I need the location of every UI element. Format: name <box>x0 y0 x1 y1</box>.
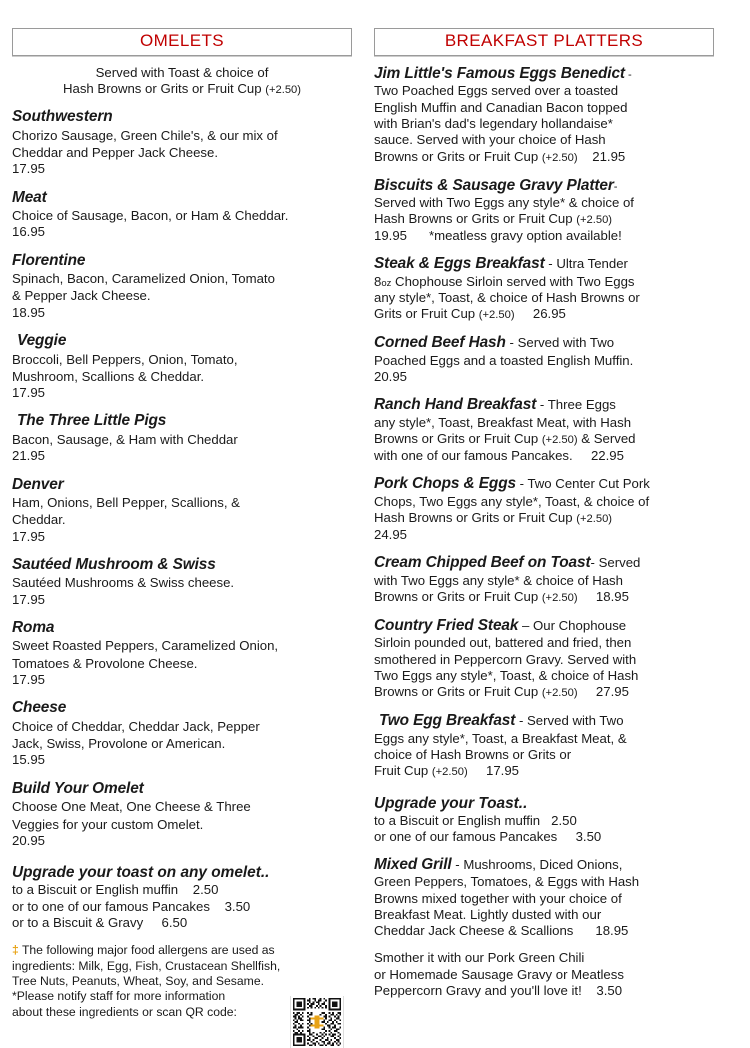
item-desc-line: Chophouse Sirloin served with Two Eggs <box>391 273 635 289</box>
served-note-upcharge: (+2.50) <box>265 84 302 97</box>
item-desc-line: Browns or Grits or Fruit Cup <box>374 148 542 164</box>
allergen-notice <box>12 943 352 1020</box>
allergen-line: Tree Nuts, Peanuts, Wheat, Soy, and Sesame. <box>12 973 264 988</box>
menu-item <box>374 856 714 940</box>
menu-item <box>374 475 714 543</box>
item-price: 15.95 <box>12 752 46 768</box>
item-name: Cream Chipped Beef on Toast <box>374 554 591 572</box>
item-desc-line: Browns or Grits or Fruit Cup <box>374 588 542 604</box>
upgrade-title: Upgrade your toast on any omelet.. <box>12 864 270 882</box>
upgrade-option: or to a Biscuit & Gravy 6.50 <box>12 914 188 930</box>
item-desc-line: Chops, Two Eggs any style*, Toast, & choice of <box>374 493 650 509</box>
item-name: Biscuits & Sausage Gravy Platter <box>374 176 614 194</box>
item-desc-line: Spinach, Bacon, Caramelized Onion, Tomato <box>12 271 275 287</box>
item-body <box>374 712 714 780</box>
allergen-line: about these ingredients or scan QR code: <box>12 1004 237 1019</box>
item-upcharge: (+2.50) <box>541 434 578 447</box>
menu-item <box>374 554 714 606</box>
item-inline-desc: Two Center Cut Pork <box>527 476 650 492</box>
item-name: Cheese <box>12 699 67 717</box>
item-desc-line: any style*, Toast, & choice of Hash Browns or <box>374 290 640 306</box>
platters-header-title: BREAKFAST PLATTERS <box>444 31 644 50</box>
item-body <box>374 396 714 464</box>
item-name: Denver <box>12 475 64 493</box>
item-inline-desc: Three Eggs <box>547 397 616 413</box>
item-desc-line: Grits or Fruit Cup <box>374 306 479 322</box>
menu-item <box>374 334 714 385</box>
item-desc-line: Cheddar. <box>12 512 66 528</box>
item-name: Build Your Omelet <box>12 779 144 797</box>
item-desc-line: Eggs any style*, Toast, a Breakfast Meat, & <box>374 730 627 746</box>
item-price: 18.95 <box>12 304 46 320</box>
item-desc-line: Cheddar Jack Cheese & Scallions 18.95 <box>374 923 629 939</box>
item-name: The Three Little Pigs <box>17 412 167 430</box>
item-price: 22.95 <box>572 448 624 463</box>
item-body <box>374 65 714 166</box>
item-inline-desc: Served <box>598 555 641 571</box>
item-body <box>374 617 714 701</box>
menu-item <box>374 617 714 701</box>
item-desc-line: Bacon, Sausage, & Ham with Cheddar <box>12 431 238 447</box>
item-name: Ranch Hand Breakfast <box>374 396 537 414</box>
item-dash: - <box>451 856 464 872</box>
omelets-served-note <box>12 65 352 98</box>
smother-line: Peppercorn Gravy and you'll love it! 3.50 <box>374 983 623 999</box>
item-weight-unit: oz <box>381 277 392 289</box>
item-body <box>374 554 714 606</box>
item-body <box>374 475 714 543</box>
item-price: 17.95 <box>12 672 46 688</box>
item-price: 17.95 <box>467 763 519 779</box>
item-weight: 8 <box>374 273 382 289</box>
item-price: 21.95 <box>12 448 46 464</box>
item-dash: - <box>515 713 528 729</box>
item-price: 26.95 <box>514 306 566 322</box>
omelets-upgrade-block <box>12 863 352 931</box>
item-desc-line: Served with Two Eggs any style* & choice of <box>374 194 634 210</box>
item-desc-line: Breakfast Meat. Lightly dusted with our <box>374 906 602 922</box>
menu-item <box>12 412 352 464</box>
allergen-line <box>12 943 352 958</box>
upgrade-option: to a Biscuit or English muffin 2.50 <box>12 882 219 898</box>
item-desc-line: Choose One Meat, One Cheese & Three <box>12 799 251 815</box>
item-dash: - <box>544 256 557 272</box>
item-name: Jim Little's Famous Eggs Benedict <box>374 65 625 82</box>
item-desc-line: Hash Browns or Grits or Fruit Cup <box>374 510 577 526</box>
item-dash: - <box>536 397 548 413</box>
item-inline-desc: Mushrooms, Diced Onions, <box>463 856 623 872</box>
item-body <box>374 856 714 940</box>
item-upcharge: (+2.50) <box>478 309 515 322</box>
allergen-line: ingredients: Milk, Egg, Fish, Crustacean Shellfish, <box>12 958 281 973</box>
item-desc-line: Chorizo Sausage, Green Chile's, & our mix of <box>12 127 278 143</box>
breakfast-platters-column <box>374 28 714 999</box>
item-inline-desc: Served with Two <box>517 335 615 351</box>
item-desc-line: Two Eggs any style*, Toast, & choice of Hash <box>374 667 639 683</box>
menu-item <box>374 177 714 245</box>
item-desc-line: Browns or Grits or Fruit Cup <box>374 431 542 447</box>
item-price: 27.95 <box>577 684 629 700</box>
menu-item <box>12 108 352 177</box>
smother-line: Smother it with our Pork Green Chili <box>374 950 585 966</box>
item-desc-line: English Muffin and Canadian Bacon topped <box>374 99 628 115</box>
item-name: Veggie <box>17 332 67 350</box>
double-dagger-icon: ‡ <box>12 943 19 958</box>
item-dash: - <box>505 335 518 351</box>
omelets-header-title: OMELETS <box>139 31 225 50</box>
item-desc-line: Hash Browns or Grits or Fruit Cup <box>374 211 577 227</box>
item-desc-line: Choice of Cheddar, Cheddar Jack, Pepper <box>12 718 260 734</box>
menu-item <box>374 712 714 780</box>
item-desc-line: Cheddar and Pepper Jack Cheese. <box>12 145 219 161</box>
item-desc-line: with Two Eggs any style* & choice of Hash <box>374 572 623 588</box>
menu-item <box>374 255 714 323</box>
item-dash: - <box>613 180 618 193</box>
item-name: Florentine <box>12 251 86 269</box>
qr-code-icon <box>291 996 343 1048</box>
served-note-line-2: Hash Browns or Grits or Fruit Cup <box>62 81 262 97</box>
item-desc-line: Sirloin pounded out, battered and fried, then <box>374 635 632 651</box>
item-price: 20.95 <box>374 369 408 385</box>
served-note-line-1: Served with Toast & choice of <box>95 65 269 80</box>
smother-add-on <box>374 950 714 999</box>
item-dash: – <box>518 617 534 633</box>
item-price: 17.95 <box>12 161 46 177</box>
upgrade-option: or to one of our famous Pancakes 3.50 <box>12 898 251 914</box>
item-desc-line: Veggies for your custom Omelet. <box>12 816 204 832</box>
item-desc-line: smothered in Peppercorn Gravy. Served with <box>374 651 637 667</box>
item-name: Pork Chops & Eggs <box>374 475 516 493</box>
item-desc-line: Two Poached Eggs served over a toasted <box>374 83 619 99</box>
menu-item <box>12 332 352 401</box>
item-body <box>374 950 714 999</box>
menu-item <box>374 396 714 464</box>
smother-line: or Homemade Sausage Gravy or Meatless <box>374 966 624 982</box>
item-name: Southwestern <box>12 108 113 126</box>
menu-item <box>374 65 714 166</box>
item-body <box>374 177 714 245</box>
item-desc-line: any style*, Toast, Breakfast Meat, with Hash <box>374 414 632 430</box>
item-price-note: 19.95 *meatless gravy option available! <box>374 228 622 244</box>
menu-item <box>12 556 352 608</box>
item-desc-line: Poached Eggs and a toasted English Muffin. <box>374 352 634 368</box>
toast-upgrade-block <box>374 794 714 846</box>
item-name: Steak & Eggs Breakfast <box>374 255 545 273</box>
item-desc-line: Sweet Roasted Peppers, Caramelized Onion, <box>12 638 279 654</box>
item-desc-line: Green Peppers, Tomatoes, & Eggs with Hash <box>374 874 640 890</box>
item-body <box>374 334 714 385</box>
item-name: Sautéed Mushroom & Swiss <box>12 555 216 573</box>
item-desc-line: Browns or Grits or Fruit Cup <box>374 684 542 700</box>
item-upcharge: (+2.50) <box>541 151 578 164</box>
item-price: 17.95 <box>12 591 46 607</box>
item-price: 17.95 <box>12 385 46 401</box>
omelets-section-header <box>12 28 352 56</box>
item-name: Meat <box>12 188 47 206</box>
allergen-text: The following major food allergens are used as <box>18 943 275 958</box>
item-desc-line: & Pepper Jack Cheese. <box>12 288 151 304</box>
item-dash: - <box>515 476 528 492</box>
item-upcharge: (+2.50) <box>576 513 613 526</box>
item-desc-suffix: & Served <box>577 431 636 447</box>
item-body <box>374 255 714 323</box>
item-upcharge: (+2.50) <box>431 766 468 779</box>
item-desc-line: Mushroom, Scallions & Cheddar. <box>12 368 205 384</box>
item-price: 20.95 <box>12 832 46 848</box>
item-price: 16.95 <box>12 224 46 240</box>
item-desc-line: Jack, Swiss, Provolone or American. <box>12 736 226 752</box>
item-upcharge: (+2.50) <box>541 687 578 700</box>
item-dash: - <box>624 69 632 81</box>
item-upcharge: (+2.50) <box>576 214 613 227</box>
item-dash: - <box>590 555 599 571</box>
item-name: Two Egg Breakfast <box>379 712 516 730</box>
item-desc-line: Sautéed Mushrooms & Swiss cheese. <box>12 575 235 591</box>
item-desc-line: Fruit Cup <box>374 763 432 779</box>
item-desc-line: with one of our famous Pancakes. <box>374 448 573 463</box>
item-name: Roma <box>12 618 55 636</box>
item-price: 21.95 <box>577 148 626 164</box>
item-desc-line: with Brian's dad's legendary hollandaise* <box>374 116 613 132</box>
upgrade-option: to a Biscuit or English muffin 2.50 <box>374 813 577 829</box>
menu-item <box>12 189 352 241</box>
item-inline-desc: Served with Two <box>527 713 624 729</box>
item-name: Corned Beef Hash <box>374 334 506 352</box>
item-desc-line: Browns mixed together with your choice of <box>374 890 622 906</box>
item-desc-line: Broccoli, Bell Peppers, Onion, Tomato, <box>12 351 238 367</box>
menu-item <box>12 252 352 321</box>
item-desc-line: choice of Hash Browns or Grits or <box>374 746 572 762</box>
item-inline-desc: Our Chophouse <box>533 617 627 633</box>
item-price: 17.95 <box>12 528 46 544</box>
omelets-column <box>12 28 352 1019</box>
menu-item <box>12 699 352 768</box>
allergen-line: *Please notify staff for more information <box>12 989 226 1004</box>
item-desc-line: Choice of Sausage, Bacon, or Ham & Cheddar. <box>12 208 289 224</box>
item-desc-line: Ham, Onions, Bell Pepper, Scallions, & <box>12 495 240 511</box>
menu-item <box>12 619 352 688</box>
item-desc-line: sauce. Served with your choice of Hash <box>374 132 606 148</box>
menu-item <box>12 476 352 545</box>
platters-section-header <box>374 28 714 56</box>
item-upcharge: (+2.50) <box>541 591 578 604</box>
item-name: Mixed Grill <box>374 855 452 873</box>
allergen-qr-code[interactable] <box>290 996 344 1048</box>
item-price: 18.95 <box>577 588 629 604</box>
upgrade-title: Upgrade your Toast.. <box>374 794 528 812</box>
upgrade-option: or one of our famous Pancakes 3.50 <box>374 829 602 845</box>
item-desc-line: Tomatoes & Provolone Cheese. <box>12 655 198 671</box>
item-name: Country Fried Steak <box>374 616 519 634</box>
menu-item <box>12 780 352 849</box>
item-price: 24.95 <box>374 526 408 542</box>
item-inline-desc: Ultra Tender <box>556 256 628 272</box>
